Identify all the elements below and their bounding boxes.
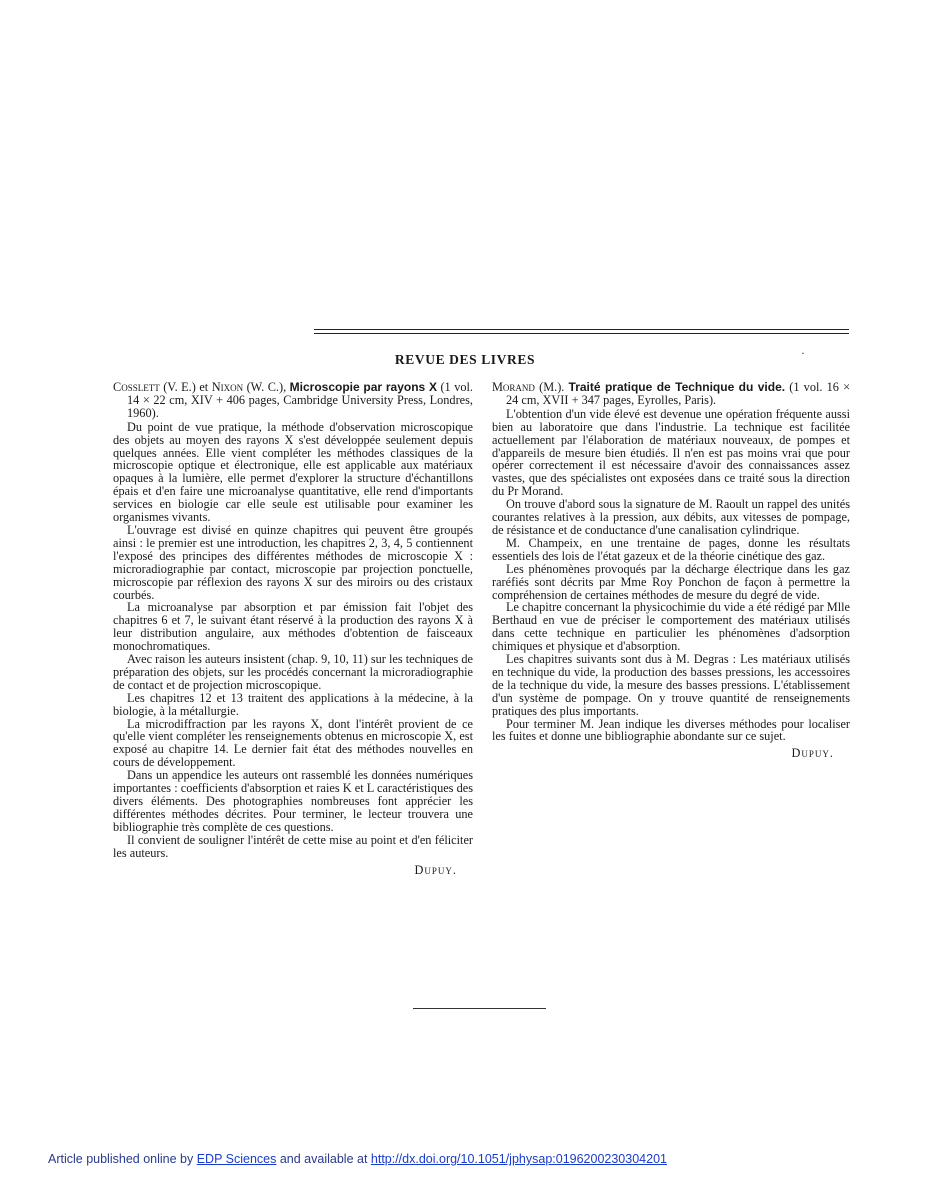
review-paragraph: La microanalyse par absorption et par émission fait l'objet des chapitres 6 et 7, le suivant étant réservé à la production des rayons X à leur distribution angulaire, aux méthodes d'obtention de faisceaux monochromatiques.: [113, 600, 473, 654]
review-paragraph: Pour terminer M. Jean indique les diverses méthodes pour localiser les fuites et donne une bibliographie abondante sur ce sujet.: [492, 716, 850, 744]
book-reference: [113, 381, 473, 420]
top-rule: [314, 329, 849, 330]
review-paragraph: On trouve d'abord sous la signature de M. Raoult un rappel des unités courantes relatives à la pression, aux débits, aux vitesses de pompage, de résistance et de conductance d'une canalisation cylindrique.: [492, 497, 850, 537]
author-name: Morand: [492, 380, 535, 394]
review-paragraph: Les phénomènes provoqués par la décharge électrique dans les gaz raréfiés sont décrits par Mme Roy Ponchon de façon à permettre la compréhension de certaines méthodes de mesure du degré de vide.: [492, 561, 850, 602]
review-paragraph: Du point de vue pratique, la méthode d'observation microscopique des objets au moyen des rayons X s'est développée seulement depuis quelques années. Elle vient compléter les méthodes classiques de la microscopie optique et électronique, elle est applicable aux matériaux opaques à la lumière, elle permet d'explorer la structure d'échantillons épais et d'en faire une microanalyse quantitative, elle rend d'importants services en biologie car elle seule est utilisable pour examiner les organismes vivants.: [113, 419, 473, 525]
review-paragraph: La microdiffraction par les rayons X, dont l'intérêt provient de ce qu'elle vient compléter les renseignements obtenus en microscopie X, est exposé au chapitre 14. Le dernier fait état des méthodes nouvelles en cours de développement.: [113, 716, 473, 770]
review-paragraph: Le chapitre concernant la physicochimie du vide a été rédigé par Mlle Berthaud en vue de préciser le comportement des matériaux utilisés dans cette technique en particulier les phénomènes d'adsorption chimiques et physique et d'absorption.: [492, 600, 850, 654]
publication-footer: [48, 1152, 667, 1166]
book-title: Microscopie par rayons X: [289, 380, 437, 394]
review-paragraph: Dans un appendice les auteurs ont rassemblé les données numériques importantes : coefficients d'absorption et raies K et L caractéristiques des divers éléments. Des photographies nombreuses font apprécier les différentes méthodes décrites. Pour terminer, le lecteur trouvera une bibliographie très complète de ces questions.: [113, 768, 473, 834]
top-rule-double: [314, 333, 849, 334]
book-details: (1 vol. 14 × 22 cm, XIV + 406 pages, Cambridge University Press, Londres, 1960).: [127, 380, 473, 420]
review-paragraph: Les chapitres 12 et 13 traitent des applications à la médecine, à la biologie, à la métallurgie.: [113, 690, 473, 718]
review-column-left: [113, 381, 473, 876]
reviewer-signature: Dupuy.: [414, 862, 457, 877]
footer-middle: and available at: [276, 1152, 371, 1166]
doi-link[interactable]: http://dx.doi.org/10.1051/jphysap:0196200230304201: [370, 1152, 667, 1166]
review-paragraph: L'obtention d'un vide élevé est devenue une opération fréquente aussi bien au laboratoire que dans l'industrie. La technique est facilitée actuellement par l'élaboration de matériaux nouveaux, de pompes et d'appareils de mesure bien étudiés. Il n'en est pas moins vrai que pour opérer correctement il est nécessaire d'avoir des connaissances assez vastes, que des spécialistes ont exposées dans ce traité sous la direction du Pr Morand.: [492, 406, 850, 499]
review-paragraph: Avec raison les auteurs insistent (chap. 9, 10, 11) sur les techniques de préparation des objets, sur les procédés concernant la microradiographie de contact et de projection microscopique.: [113, 652, 473, 692]
author-initials: (M.).: [534, 380, 569, 394]
review-paragraph: M. Champeix, en une trentaine de pages, donne les résultats essentiels des lois de l'état gazeux et de la théorie cinétique des gaz.: [492, 535, 850, 563]
publisher-link[interactable]: EDP Sciences: [196, 1152, 277, 1166]
review-column-right: [492, 381, 850, 760]
author-initials: (V. E.) et: [159, 380, 212, 394]
author-name: Cosslett: [113, 380, 160, 394]
review-paragraph: Les chapitres suivants sont dus à M. Degras : Les matériaux utilisés en technique du vide, la production des basses pressions, les accessoires de la technique du vide, la mesure des basses pressions. L'établissement d'un système de pompage. On y trouve quantité de renseignements pratiques des plus importants.: [492, 652, 850, 718]
section-title: REVUE DES LIVRES: [394, 352, 536, 367]
book-details: (1 vol. 16 × 24 cm, XVII + 347 pages, Eyrolles, Paris).: [506, 380, 851, 407]
footer-prefix: Article published online by: [48, 1152, 197, 1166]
book-reference: [492, 381, 850, 407]
book-title: Traité pratique de Technique du vide.: [568, 380, 786, 394]
stray-dot: ·: [801, 346, 805, 360]
bottom-rule: [413, 1008, 546, 1009]
reviewer-signature: Dupuy.: [791, 746, 834, 761]
review-paragraph: Il convient de souligner l'intérêt de cette mise au point et d'en féliciter les auteurs.: [113, 832, 473, 860]
review-paragraph: L'ouvrage est divisé en quinze chapitres qui peuvent être groupés ainsi : le premier est une introduction, les chapitres 2, 3, 4, 5 contiennent l'exposé des principes des différentes méthodes de microscopie X : microradiographie par contact, microscopie par projection ponctuelle, microscopie par réflexion des rayons X sur des miroirs ou des cristaux courbés.: [113, 522, 473, 602]
author-initials: (W. C.),: [243, 380, 290, 394]
author-name: Nixon: [211, 380, 244, 394]
